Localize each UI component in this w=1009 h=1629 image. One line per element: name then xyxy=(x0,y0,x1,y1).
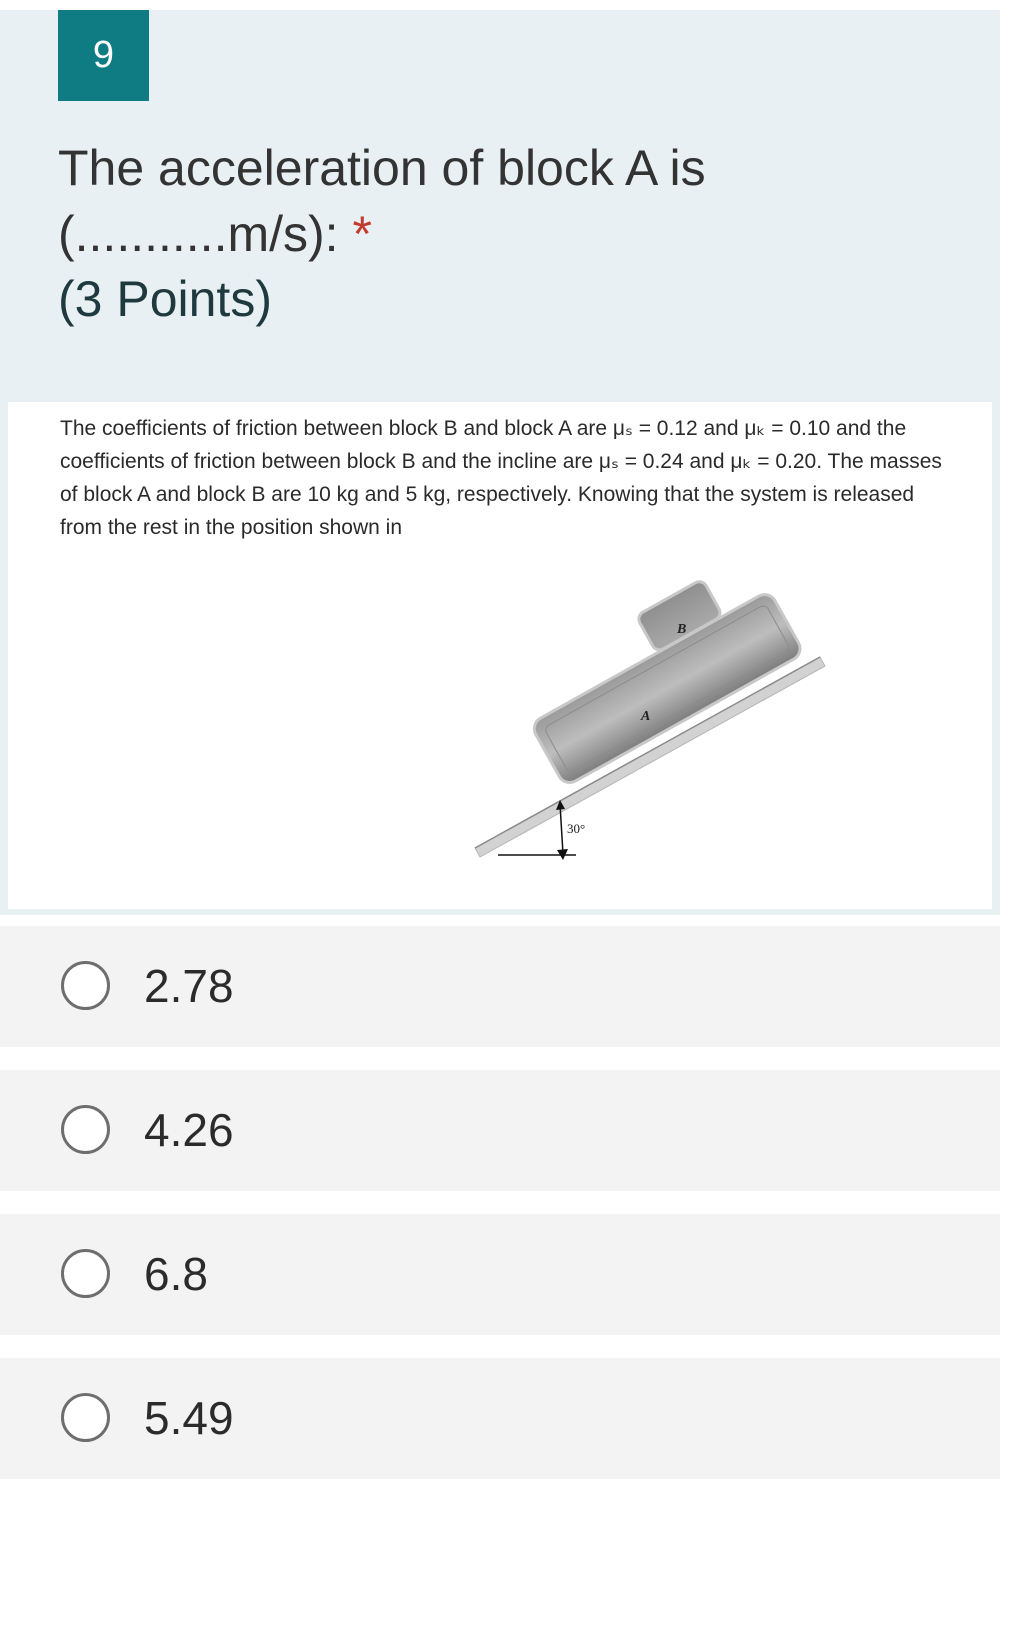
answer-option-label: 4.26 xyxy=(144,1104,234,1156)
answer-option-label: 5.49 xyxy=(144,1392,234,1444)
question-points: (3 Points) xyxy=(58,271,272,327)
radio-button[interactable] xyxy=(61,1249,110,1298)
radio-button[interactable] xyxy=(61,1105,110,1154)
radio-button[interactable] xyxy=(61,961,110,1010)
answer-option-label: 6.8 xyxy=(144,1248,208,1300)
block-b-label: B xyxy=(677,622,687,637)
answer-option-label: 2.78 xyxy=(144,960,234,1012)
question-card xyxy=(0,10,1000,915)
question-title-text: The acceleration of block A is (...........m/s): xyxy=(58,140,706,262)
incline-diagram xyxy=(8,402,992,909)
angle-label: 30° xyxy=(567,821,586,836)
radio-button[interactable] xyxy=(61,1393,110,1442)
question-title xyxy=(58,135,918,267)
block-a-label: A xyxy=(641,709,651,724)
required-marker: * xyxy=(352,206,372,262)
problem-text: The coefficients of friction between block B and block A are μₛ = 0.12 and μₖ = 0.10 and the coefficients of friction between block B and the incline are μₛ = 0.24 and μₖ = 0.20. The masses of block A and block B are 10 kg and 5 kg, respectively. Knowing that the system is released from the rest in the position shown in xyxy=(60,417,942,539)
question-number-badge: 9 xyxy=(58,10,149,101)
answer-option[interactable] xyxy=(0,1358,1000,1479)
answer-option[interactable] xyxy=(0,926,1000,1047)
answer-option[interactable] xyxy=(0,1070,1000,1191)
question-image xyxy=(8,402,992,909)
answer-option[interactable] xyxy=(0,1214,1000,1335)
